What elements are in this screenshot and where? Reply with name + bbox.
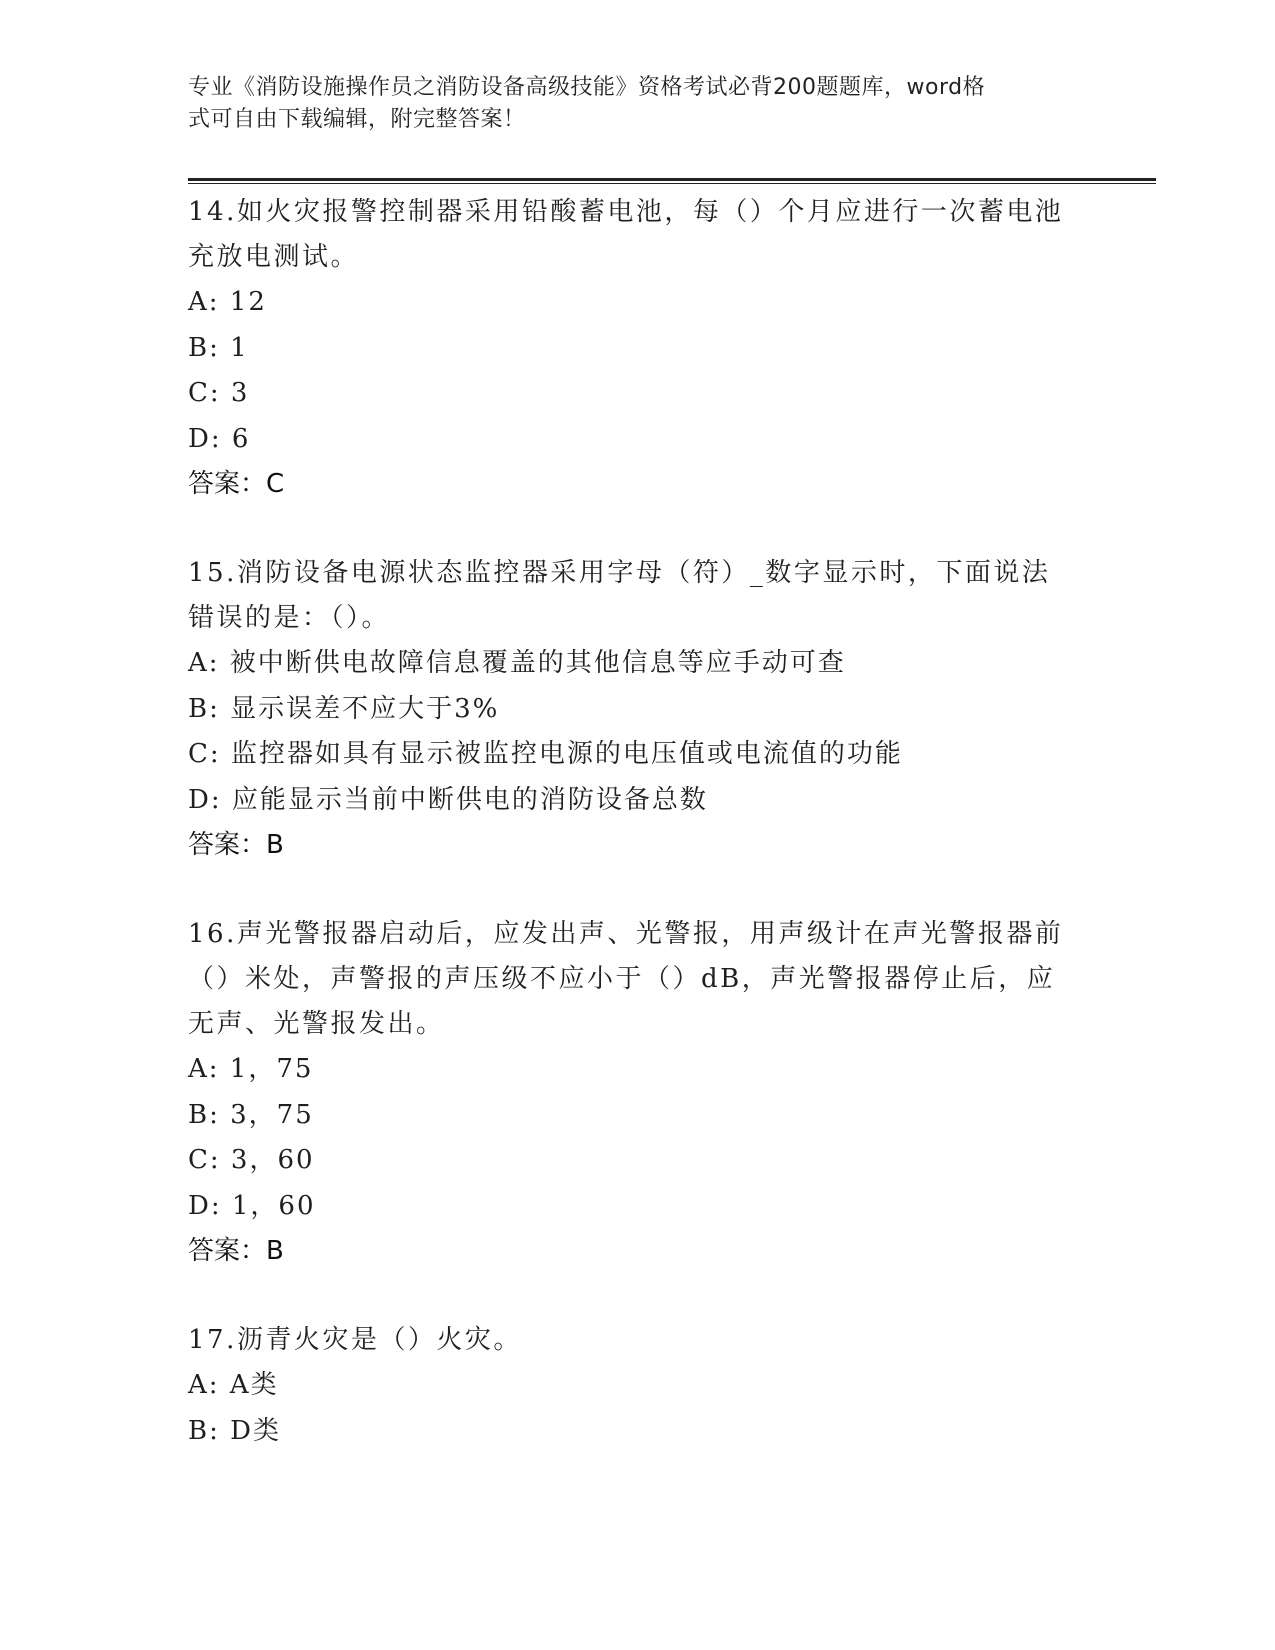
question-stem-line: （）米处，声警报的声压级不应小于（）dB，声光警报器停止后，应: [188, 964, 1056, 994]
question-14: [188, 190, 1088, 507]
option-c: C: 监控器如具有显示被监控电源的电压值或电流值的功能: [188, 739, 903, 769]
header-line-2: 式可自由下载编辑，附完整答案！: [188, 107, 526, 132]
question-stem-line: 16.声光警报器启动后，应发出声、光警报，用声级计在声光警报器前: [188, 919, 1064, 949]
option-d: D: 6: [188, 423, 251, 454]
question-16: [188, 912, 1088, 1274]
question-stem-line: 17.沥青火灾是（）火灾。: [188, 1325, 522, 1355]
answer-label: 答案：B: [188, 830, 284, 860]
option-a: A: 1，75: [188, 1054, 314, 1084]
document-header: [188, 72, 1088, 136]
question-15: [188, 551, 1088, 868]
header-line-1: 专业《消防设施操作员之消防设备高级技能》资格考试必背200题题库，word格: [188, 75, 986, 100]
question-stem-line: 无声、光警报发出。: [188, 1009, 445, 1039]
option-a: A: A类: [188, 1370, 279, 1400]
answer-label: 答案：B: [188, 1236, 284, 1266]
option-d: D: 1，60: [188, 1190, 316, 1221]
question-stem-line: 14.如火灾报警控制器采用铅酸蓄电池，每（）个月应进行一次蓄电池: [188, 197, 1064, 227]
question-stem-line: 错误的是：（）。: [188, 603, 391, 633]
option-b: B: 1: [188, 332, 249, 363]
option-b: B: 显示误差不应大于3%: [188, 693, 500, 724]
question-stem-line: 充放电测试。: [188, 242, 360, 272]
option-a: A: 被中断供电故障信息覆盖的其他信息等应手动可查: [188, 648, 846, 678]
option-b: B: 3，75: [188, 1099, 314, 1130]
option-d: D: 应能显示当前中断供电的消防设备总数: [188, 784, 708, 815]
option-b: B: D类: [188, 1415, 281, 1446]
option-c: C: 3: [188, 378, 250, 408]
question-list: [188, 190, 1088, 1498]
header-divider-thin: [188, 183, 1156, 184]
question-stem-line: 15.消防设备电源状态监控器采用字母（符）_数字显示时，下面说法: [188, 558, 1051, 588]
option-c: C: 3，60: [188, 1145, 315, 1175]
option-a: A: 12: [188, 287, 267, 317]
question-17: [188, 1318, 1088, 1454]
answer-label: 答案：C: [188, 469, 285, 499]
header-divider-thick: [188, 178, 1156, 181]
